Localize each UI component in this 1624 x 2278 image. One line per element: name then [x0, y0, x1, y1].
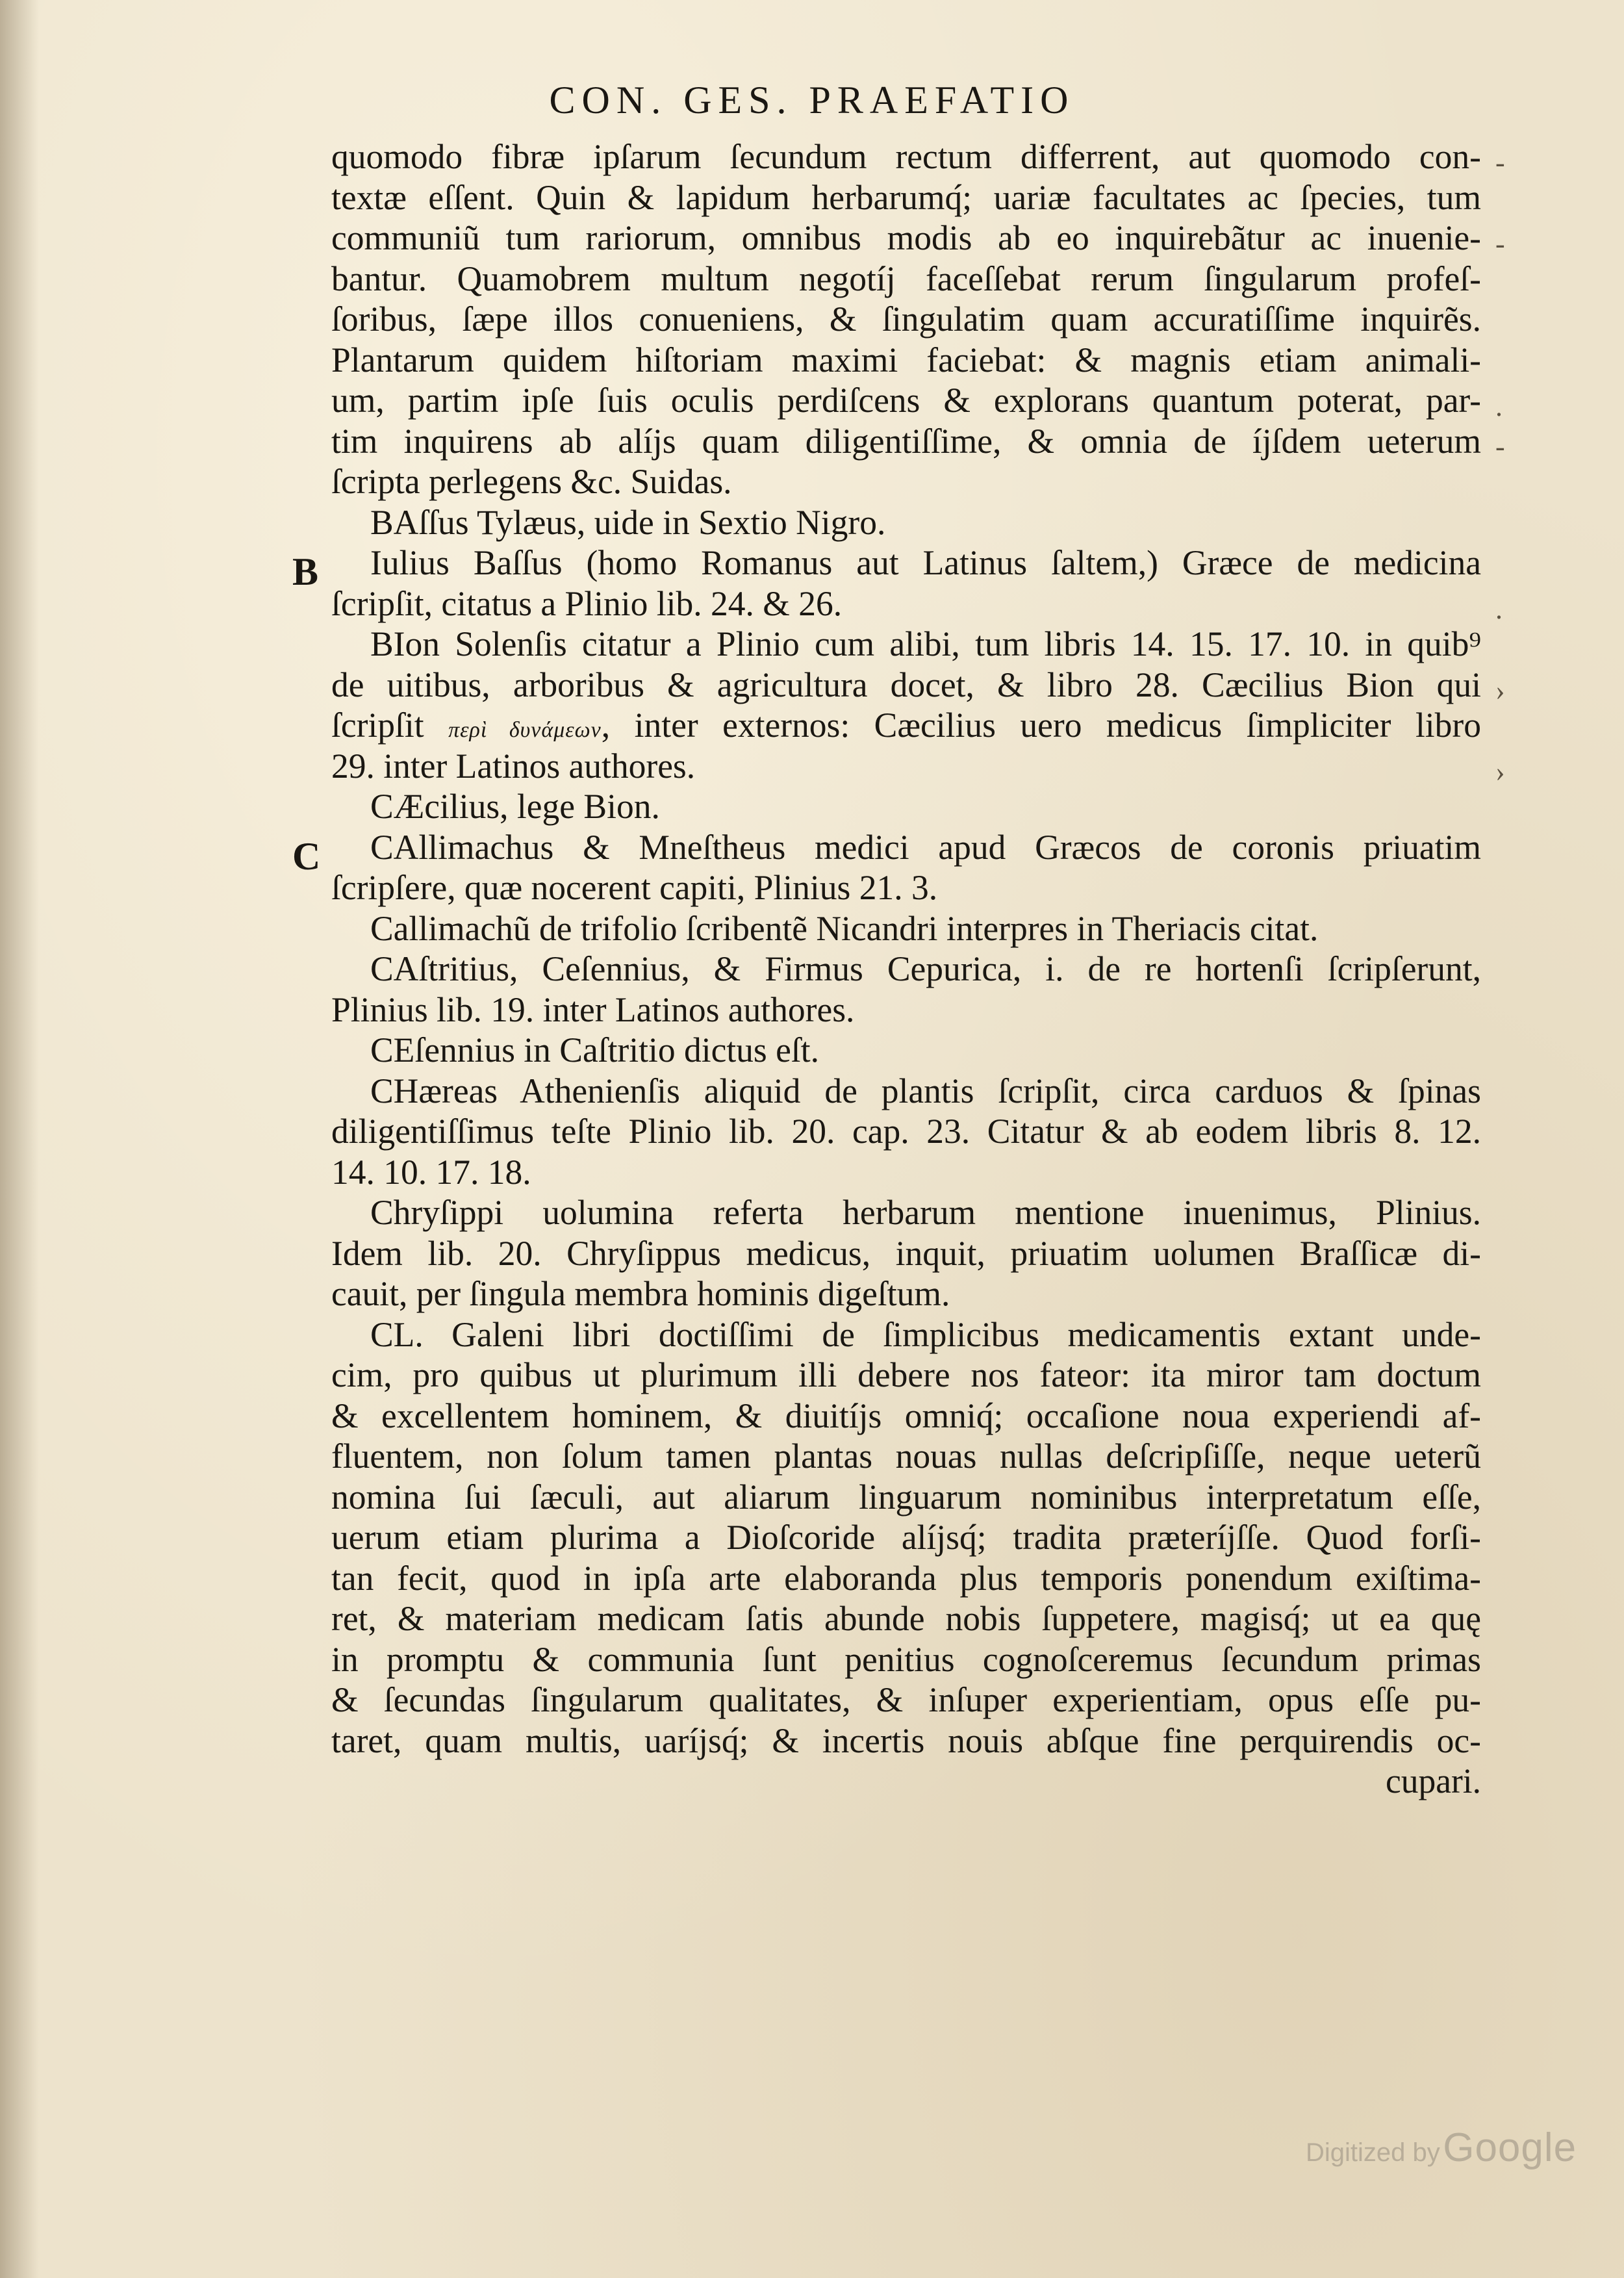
- margin-mark: ›: [1495, 756, 1505, 787]
- margin-letter-b: B: [292, 550, 319, 593]
- text-line: Idem lib. 20. Chryſippus medicus, inquit, priuatim uolumen Braſſicæ di-: [331, 1233, 1481, 1273]
- text-line: taret, quam multis, uaríjsq́; & incertis nouis abſque fine perquirendis oc-: [331, 1721, 1481, 1760]
- text-line: de uitibus, arboribus & agricultura docet, & libro 28. Cæcilius Bion qui: [331, 665, 1481, 704]
- text-line: ret, & materiam medicam ſatis abunde nobis ſuppetere, magisq́; ut ea quę: [331, 1599, 1481, 1638]
- text-line: cauit, per ſingula membra hominis digeſtum.: [331, 1274, 950, 1313]
- text-line: diligentiſſimus teſte Plinio lib. 20. cap. 23. Citatur & ab eodem libris 8. 12.: [331, 1112, 1481, 1151]
- text-fragment: , inter externos: Cæcilius uero medicus ſimpliciter libro: [601, 706, 1481, 745]
- margin-mark: .: [1495, 390, 1503, 422]
- text-line: 29. inter Latinos authores.: [331, 746, 696, 786]
- margin-letter-c: C: [292, 835, 321, 878]
- text-line: CL. Galeni libri doctiſſimi de ſimplicibus medicamentis extant unde-: [370, 1314, 1481, 1354]
- text-line: cim, pro quibus ut plurimum illi debere nos fateor: ita miror tam doctum: [331, 1355, 1481, 1394]
- text-line: textæ eſſent. Quin & lapidum herbarumq́; uariæ facultates ac ſpecies, tum: [331, 177, 1481, 217]
- digitized-watermark: [1306, 2125, 1577, 2171]
- greek-phrase: περὶ δυνάμεων: [448, 718, 602, 742]
- watermark-prefix: Digitized by: [1306, 2138, 1440, 2167]
- text-line: Chryſippi uolumina referta herbarum mentione inuenimus, Plinius.: [370, 1193, 1481, 1232]
- text-line: quomodo fibræ ipſarum ſecundum rectum differrent, aut quomodo con-: [331, 137, 1481, 176]
- margin-mark: .: [1495, 593, 1503, 625]
- margin-mark: -: [1495, 431, 1505, 463]
- text-line: CHæreas Athenienſis aliquid de plantis ſcripſit, circa carduos & ſpinas: [370, 1071, 1481, 1110]
- text-line: CEſennius in Caſtritio dictus eſt.: [370, 1030, 819, 1069]
- text-line: 14. 10. 17. 18.: [331, 1152, 531, 1192]
- text-line: BIon Solenſis citatur a Plinio cum alibi, tum libris 14. 15. 17. 10. in quib⁹: [370, 624, 1481, 663]
- text-line: fluentem, non ſolum tamen plantas nouas nullas deſcripſiſſe, neque ueterũ: [331, 1437, 1481, 1476]
- text-line: communiũ tum rariorum, omnibus modis ab eo inquirebãtur ac inuenie-: [331, 218, 1481, 257]
- text-line: CAllimachus & Mneſtheus medici apud Græcos de coronis priuatim: [370, 827, 1481, 867]
- text-line: Plantarum quidem hiſtoriam maximi faciebat: & magnis etiam animali-: [331, 340, 1481, 379]
- watermark-brand: Google: [1443, 2125, 1577, 2170]
- text-line: Plinius lib. 19. inter Latinos authores.: [331, 990, 855, 1029]
- text-line: um, partim ipſe ſuis oculis perdiſcens & explorans quantum poterat, par-: [331, 381, 1481, 420]
- text-line: BAſſus Tylæus, uide in Sextio Nigro.: [370, 502, 886, 542]
- text-line: Callimachũ de trifolio ſcribentẽ Nicandri interpres in Theriacis citat.: [370, 908, 1319, 948]
- text-line: cupari.: [1385, 1761, 1481, 1800]
- text-line: tan fecit, quod in ipſa arte elaboranda plus temporis ponendum exiſtima-: [331, 1558, 1481, 1598]
- text-line: CAſtritius, Ceſennius, & Firmus Cepurica, i. de re hortenſi ſcripſerunt,: [370, 949, 1481, 988]
- text-line: & ſecundas ſingularum qualitates, & inſuper experientiam, opus eſſe pu-: [331, 1680, 1481, 1719]
- body-text: [331, 136, 1481, 1802]
- text-line: nomina ſui ſæculi, aut aliarum linguarum nominibus interpretatum eſſe,: [331, 1477, 1481, 1517]
- text-line: & excellentem hominem, & diuitíjs omniq́; occaſione noua experiendi af-: [331, 1396, 1481, 1435]
- text-line: ſcripſit, citatus a Plinio lib. 24. & 26.: [331, 583, 843, 623]
- text-line: ſoribus, ſæpe illos conueniens, & ſingulatim quam accuratiſſime inquirẽs.: [331, 300, 1481, 339]
- text-fragment: ſcripſit: [331, 706, 424, 745]
- text-line: bantur. Quamobrem multum negotíj faceſſebat rerum ſingularum profeſ-: [331, 259, 1481, 298]
- text-line: ſcripta perlegens &c. Suidas.: [331, 462, 732, 501]
- text-line: [331, 705, 1481, 746]
- text-line: tim inquirens ab alíjs quam diligentiſſime, & omnia de íjſdem ueterum: [331, 421, 1481, 461]
- margin-mark: ›: [1495, 674, 1505, 706]
- text-line: CÆcilius, lege Bion.: [370, 787, 660, 826]
- binding-shadow: [0, 0, 39, 2278]
- text-line: ſcripſere, quæ nocerent capiti, Plinius 21. 3.: [331, 868, 938, 907]
- margin-mark: -: [1495, 147, 1505, 179]
- text-line: uerum etiam plurima a Dioſcoride alíjsq́; tradita præteríjſſe. Quod forſi-: [331, 1518, 1481, 1557]
- text-line: in promptu & communia ſunt penitius cognoſceremus ſecundum primas: [331, 1639, 1481, 1679]
- margin-mark: -: [1495, 228, 1505, 260]
- running-head: CON. GES. PRAEFATIO: [549, 79, 1075, 122]
- text-line: Iulius Baſſus (homo Romanus aut Latinus ſaltem,) Græce de medicina: [370, 543, 1481, 582]
